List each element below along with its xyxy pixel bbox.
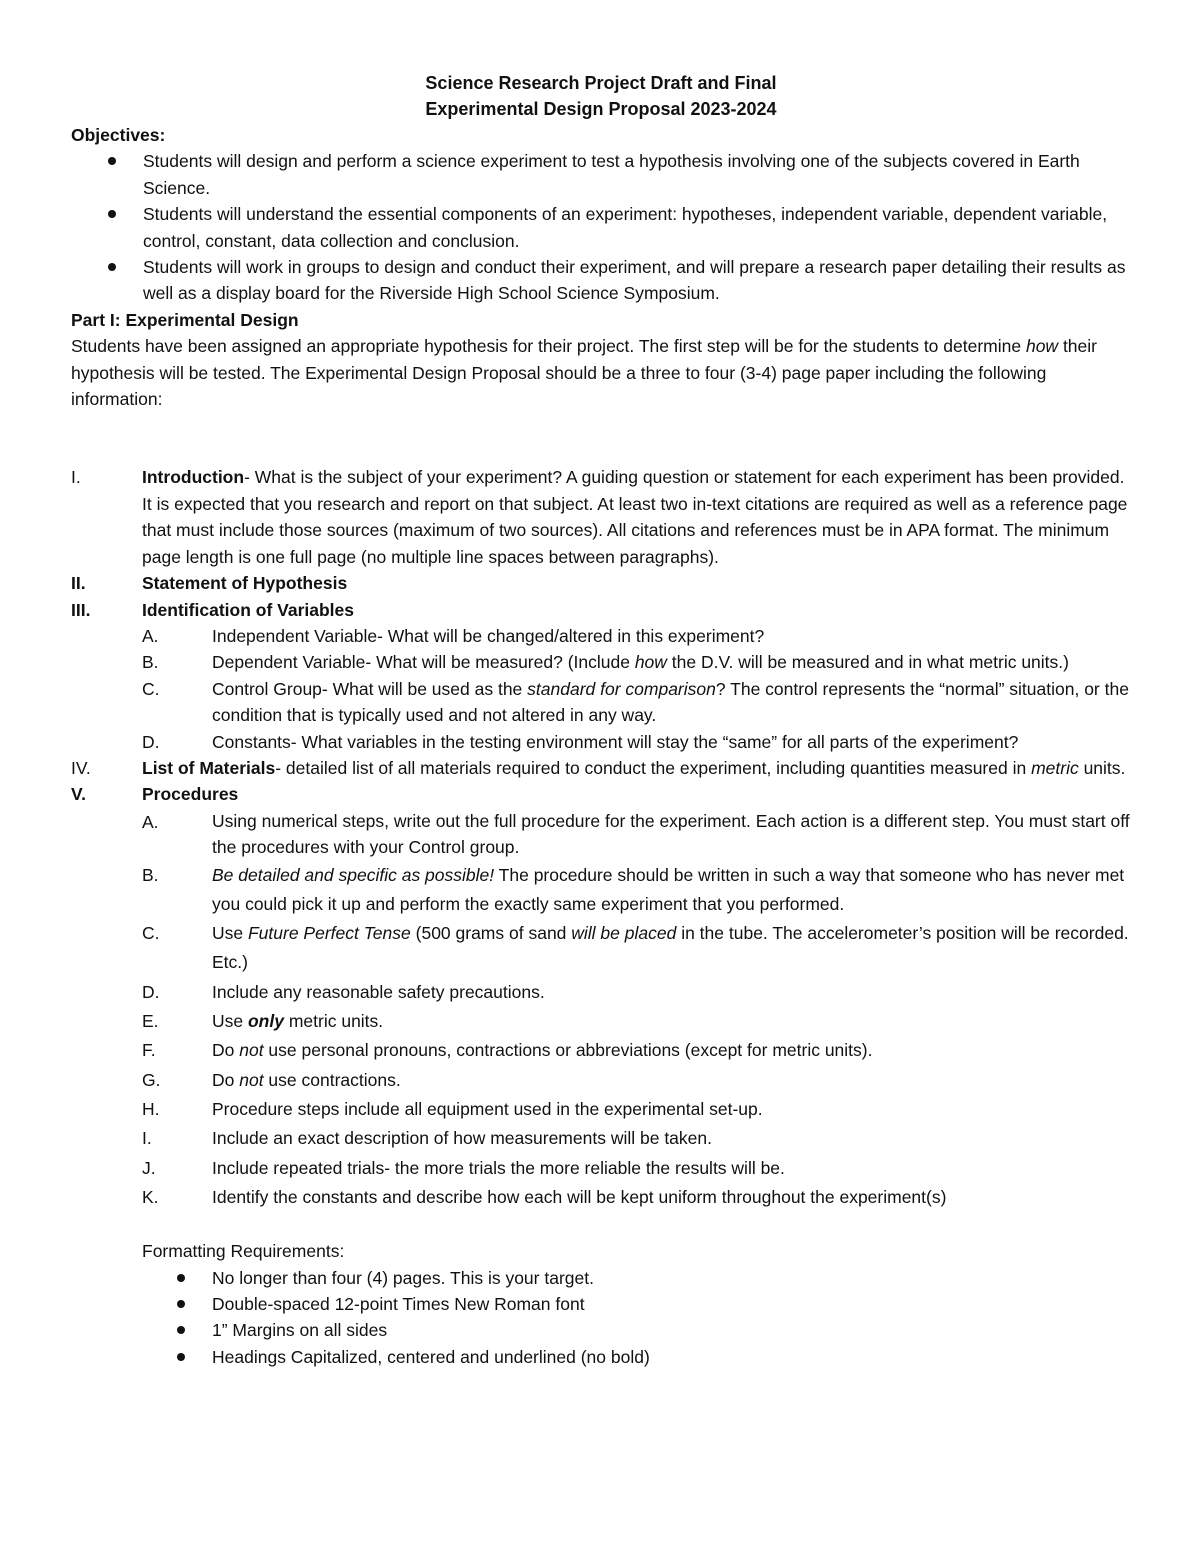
variables-item [142,729,1131,755]
item-text: Include an exact description of how measurements will be taken. [212,1128,712,1149]
item-text: Dependent Variable- What will be measured? (Include [212,652,635,673]
section-title: Statement of Hypothesis [142,573,348,594]
section-title: Identification of Variables [142,599,354,620]
item-body [212,1066,1131,1095]
section-number: II. [71,573,86,594]
item-text: Using numerical steps, write out the full procedure for the experiment. Each action is a different step. You must start off the procedures with your Control group. [212,810,1130,858]
variables-item [142,676,1131,729]
procedure-item [142,808,1131,861]
section-text: units. [1078,757,1126,778]
section-title: List of Materials [142,757,276,778]
item-emphasis: not [239,1040,264,1061]
item-body [212,919,1131,978]
item-body [212,861,1131,920]
item-text: in the tube. The accelerometer’s position will be recorded. Etc.) [212,923,1129,973]
procedure-item [142,1036,1131,1065]
document-page [71,70,1131,1370]
variables-item [142,649,1131,675]
item-body [212,1036,1131,1065]
section-text: - What is the subject of your experiment? A guiding question or statement for each experiment has been provided. It is expected that you research and report on that subject. At least two in-text citations are required as well as a reference page that must include those sources (maximum of two sources). All citations and references must be in APA format. The minimum page length is one full page (no multiple line spaces between paragraphs). [142,467,1128,567]
item-letter: C. [142,678,160,699]
section-number: IV. [71,757,91,778]
item-text: (500 grams of sand [410,923,572,944]
objectives-list [71,148,1131,306]
item-emphasis: will be placed [571,923,677,944]
item-letter: G. [142,1069,161,1090]
item-text: use contractions. [263,1069,401,1090]
item-letter: C. [142,923,160,944]
procedures-list [71,808,1131,1212]
procedure-item [142,1066,1131,1095]
title-line-2: Experimental Design Proposal 2023-2024 [425,99,777,119]
procedure-item [142,861,1131,920]
item-text: Do [212,1069,240,1090]
formatting-item: Double-spaced 12-point Times New Roman font [71,1291,1131,1317]
item-body [212,1007,1131,1036]
procedure-item [142,1154,1131,1183]
item-letter: E. [142,1011,159,1032]
item-emphasis: Be detailed and specific as possible! [212,864,495,885]
section-materials [71,755,1131,781]
objectives-section [71,122,1131,307]
objective-item: Students will design and perform a science experiment to test a hypothesis involving one of the subjects covered in Earth Science. [71,148,1131,201]
document-title [71,70,1131,122]
section-number: III. [71,599,91,620]
item-text: Use [212,923,248,944]
formatting-item: 1” Margins on all sides [71,1317,1131,1343]
item-text: the D.V. will be measured and in what metric units.) [666,652,1069,673]
formatting-item: No longer than four (4) pages. This is your target. [71,1265,1131,1291]
item-letter: K. [142,1186,159,1207]
item-text: Do [212,1040,240,1061]
objective-item: Students will understand the essential components of an experiment: hypotheses, independent variable, dependent variable, control, constant, data collection and conclusion. [71,201,1131,254]
item-letter: F. [142,1040,156,1061]
section-introduction [71,464,1131,570]
spacer [71,412,1131,464]
item-text: Include any reasonable safety precautions. [212,981,545,1002]
item-text: Identify the constants and describe how each will be kept uniform throughout the experiment(s) [212,1186,947,1207]
item-text: Include repeated trials- the more trials the more reliable the results will be. [212,1157,785,1178]
item-text: Constants- What variables in the testing environment will stay the “same” for all parts of the experiment? [212,731,1019,752]
procedure-item [142,1124,1131,1153]
item-body [212,649,1131,675]
item-body [212,676,1131,729]
section-title: Procedures [142,784,239,805]
item-letter: B. [142,864,159,885]
item-letter: A. [142,811,159,832]
part1-intro-text-a: Students have been assigned an appropriate hypothesis for their project. The first step will be for the students to determine [71,336,1026,357]
section-variables [71,597,1131,623]
procedure-item [142,1095,1131,1124]
section-text: - detailed list of all materials required to conduct the experiment, including quantities measured in [275,757,1032,778]
part1-intro-emphasis: how [1025,336,1059,357]
item-letter: I. [142,1128,152,1149]
item-text: ? The control represents the “normal” situation, or the condition that is typically used and not altered in any way. [212,678,1129,726]
section-procedures [71,781,1131,807]
item-emphasis: only [247,1011,284,1032]
part1-section [71,307,1131,413]
procedure-item [142,919,1131,978]
item-text: metric units. [283,1011,384,1032]
title-line-1: Science Research Project Draft and Final [425,73,777,93]
item-emphasis: how [634,652,667,673]
item-letter: H. [142,1098,160,1119]
section-hypothesis [71,570,1131,596]
part1-intro [71,333,1131,412]
item-letter: A. [142,625,159,646]
variables-item [142,623,1131,649]
section-title: Introduction [142,467,245,488]
section-number: V. [71,784,86,805]
section-body [142,755,1131,781]
section-emphasis: metric [1031,757,1079,778]
procedure-item [142,1007,1131,1036]
item-text: Control Group- What will be used as the [212,678,528,699]
part1-heading: Part I: Experimental Design [71,309,299,330]
item-letter: D. [142,981,160,1002]
formatting-list [71,1265,1131,1371]
outline-sections [71,464,1131,1212]
item-emphasis: Future Perfect Tense [247,923,411,944]
item-text: Independent Variable- What will be changed/altered in this experiment? [212,625,765,646]
item-letter: B. [142,652,159,673]
item-letter: D. [142,731,160,752]
section-body [142,464,1131,570]
objectives-heading: Objectives: [71,125,166,145]
procedure-item [142,1183,1131,1212]
item-text: use personal pronouns, contractions or abbreviations (except for metric units). [263,1040,873,1061]
formatting-heading: Formatting Requirements: [142,1241,345,1262]
formatting-item: Headings Capitalized, centered and underlined (no bold) [71,1344,1131,1370]
item-text: The procedure should be written in such a way that someone who has never met you could pick it up and perform the exactly same experiment that you performed. [212,864,1125,914]
item-letter: J. [142,1157,156,1178]
section-number: I. [71,467,81,488]
item-text: Procedure steps include all equipment used in the experimental set-up. [212,1098,763,1119]
item-text: Use [212,1011,248,1032]
item-emphasis: not [239,1069,264,1090]
procedure-item [142,978,1131,1007]
objective-item: Students will work in groups to design and conduct their experiment, and will prepare a research paper detailing their results as well as a display board for the Riverside High School Science Symposium. [71,254,1131,307]
part1-intro-text-b: their hypothesis will be tested. The Experimental Design Proposal should be a three to four (3-4) page paper including the following information: [71,336,1097,410]
item-emphasis: standard for comparison [527,678,716,699]
